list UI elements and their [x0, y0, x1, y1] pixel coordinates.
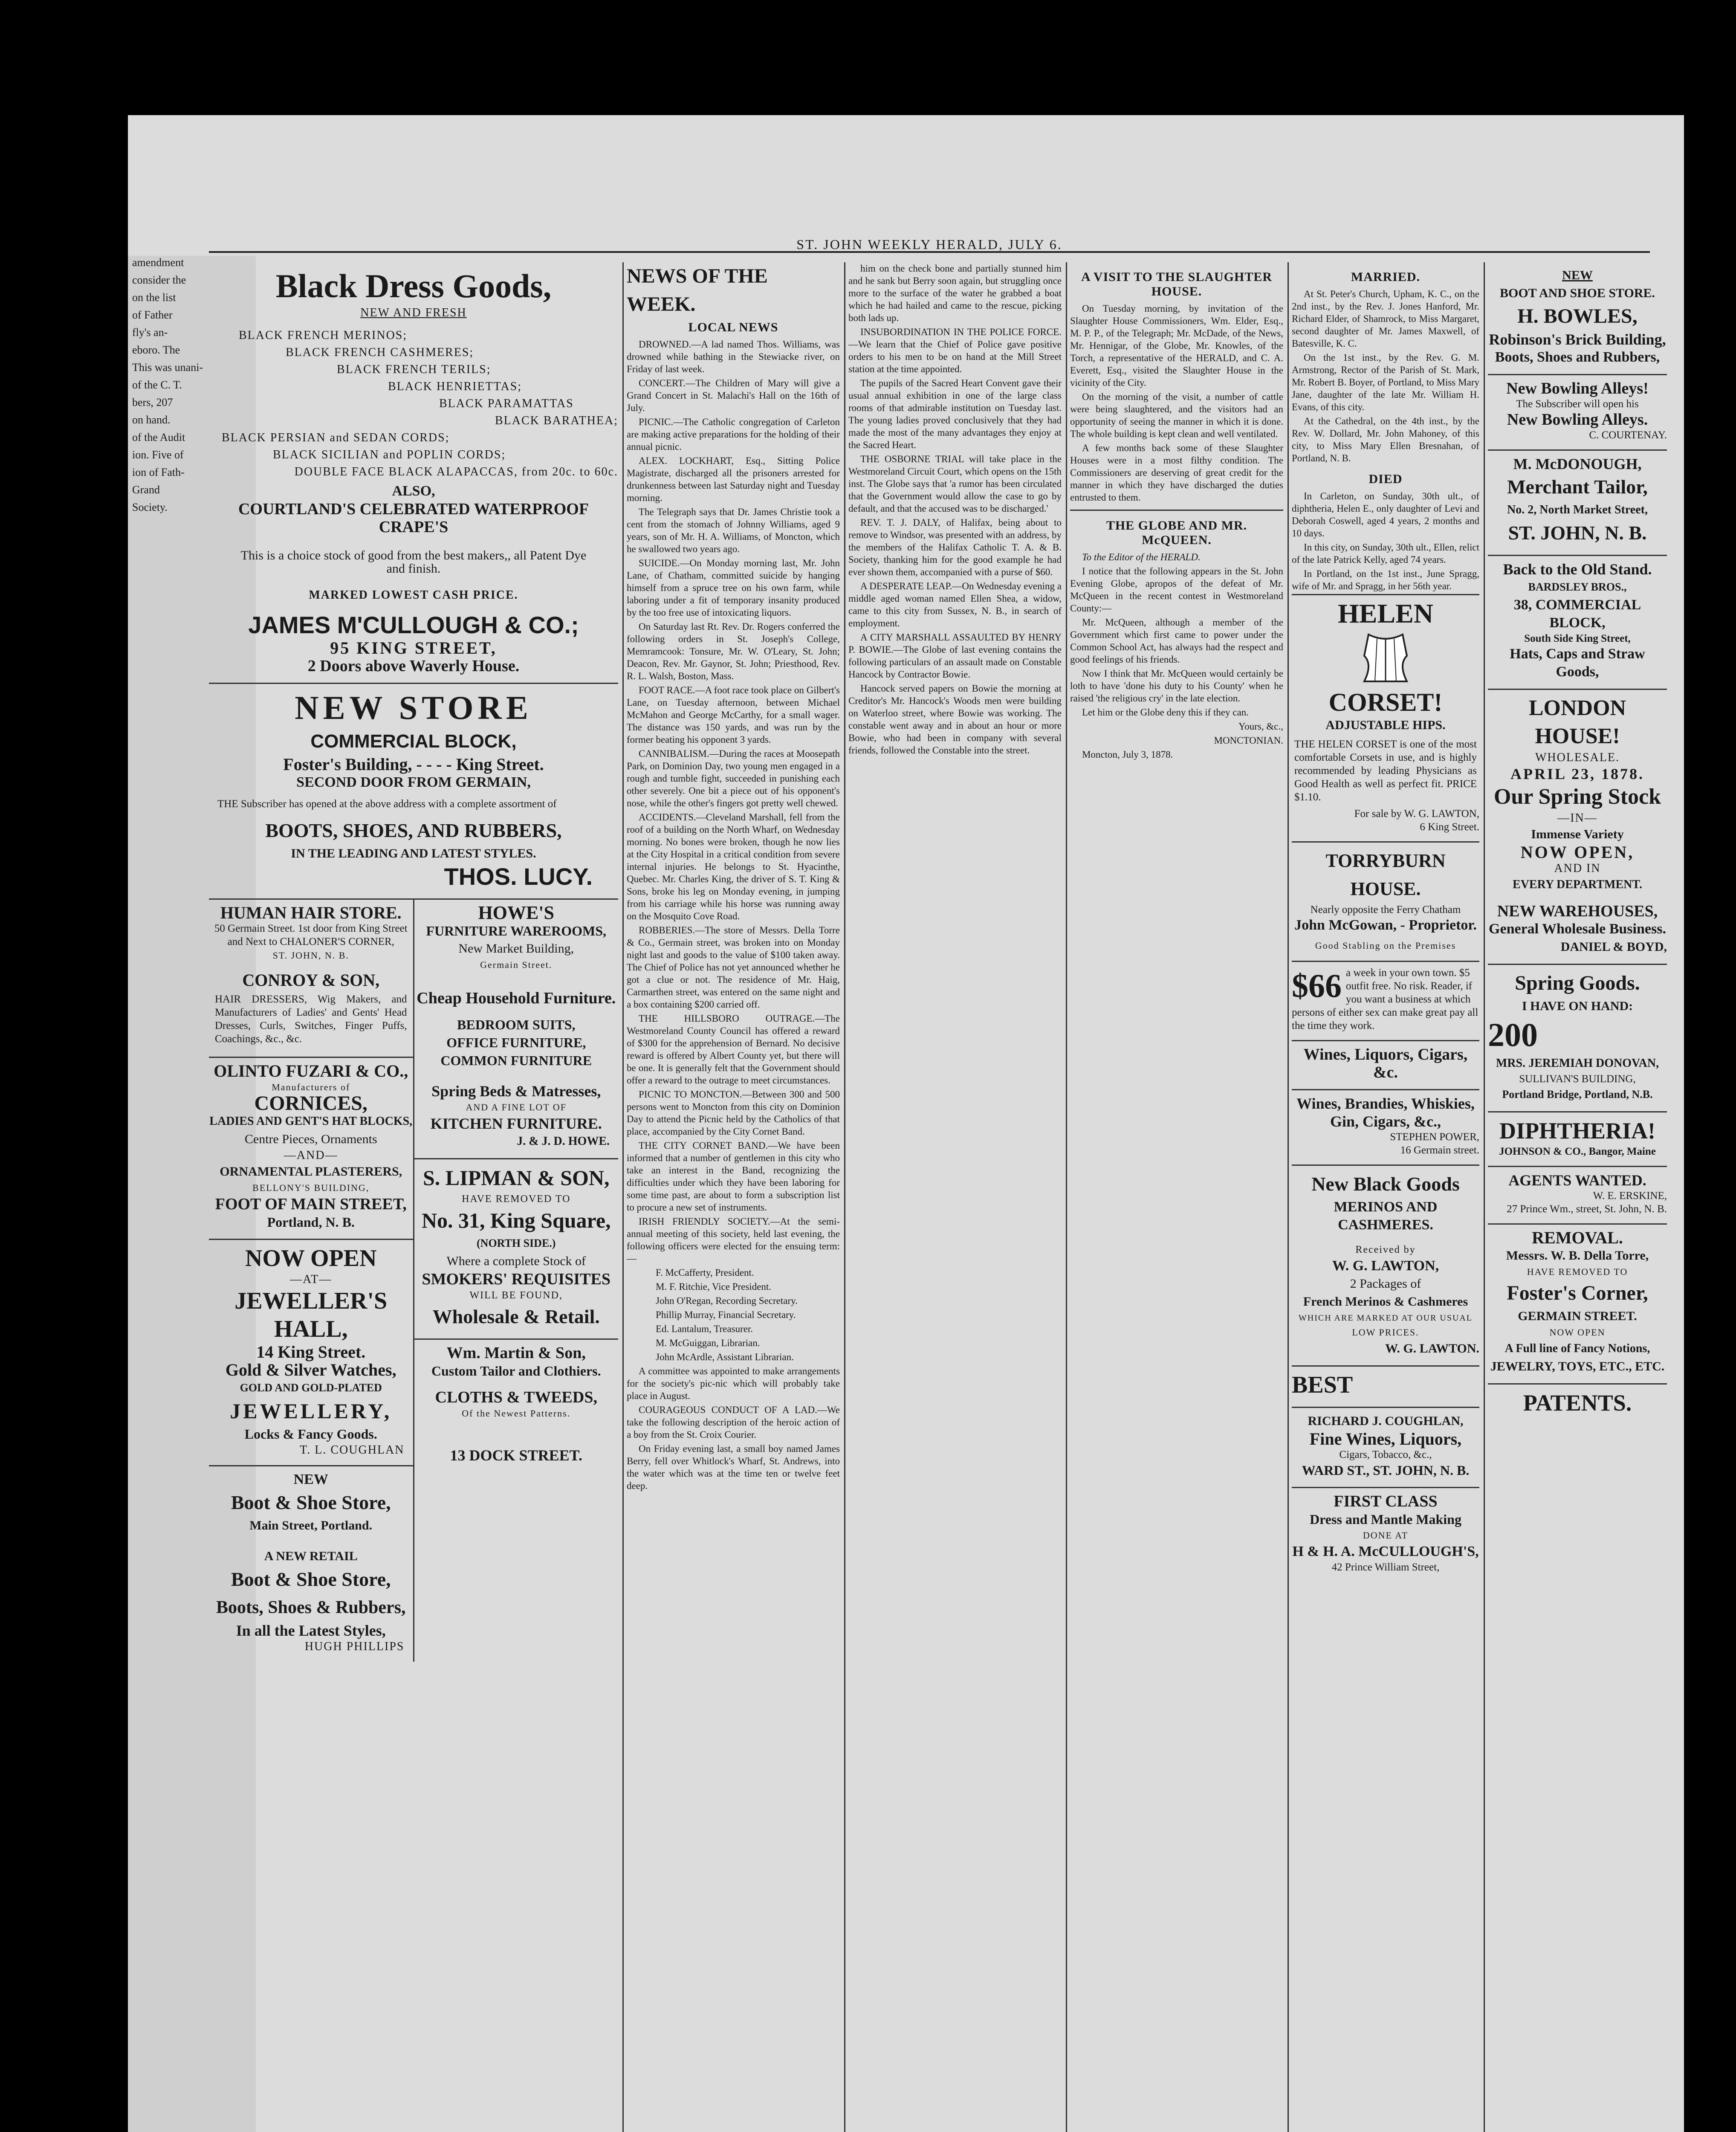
strip-line: fly's an-: [132, 326, 168, 339]
news-paragraphs: [627, 338, 840, 1265]
letter-salutation: To the Editor of the HERALD.: [1082, 552, 1201, 562]
ad-text: HAIR DRESSERS, Wig Makers, and Manufacturers of Ladies' and Gents' Head Dresses, Curls, Switches, Finger Puffs, Coachings, &c., &c.: [215, 994, 407, 1045]
paragraph: DROWNED.—A lad named Thos. Williams, was drowned while bathing in the Stewiacke river, on Friday of last week.: [627, 339, 840, 374]
ad-best: [1292, 1367, 1479, 1408]
ad-line: —AND—: [284, 1149, 338, 1162]
firm-name: Wm. Martin & Son,: [446, 1344, 586, 1362]
paragraph: IRISH FRIENDLY SOCIETY.—At the semi-annual meeting of this society, held last evening, the following officers were elected for the ensuing term:—: [627, 1216, 840, 1264]
article-paragraphs: [1070, 302, 1283, 504]
ad-title: BOOT AND SHOE STORE.: [1499, 286, 1655, 300]
ad-line: Locks & Fancy Goods.: [244, 1426, 377, 1442]
paragraph: On Friday evening last, a small boy named James Berry, fell over Whitlock's Wharf, St. Andrews, into the water which was at the time ten or twelve feet deep.: [627, 1443, 840, 1491]
list-item: BLACK FRENCH TERILS;: [337, 363, 491, 376]
owner-name: MRS. JEREMIAH DONOVAN,: [1496, 1057, 1659, 1070]
ad-line: South Side King Street,: [1524, 633, 1631, 644]
ad-patents: [1488, 1385, 1667, 1425]
ad-line: Centre Pieces, Ornaments: [244, 1132, 377, 1146]
strip-line: ion of Fath-: [132, 466, 185, 478]
ad-line: FOOT OF MAIN STREET,: [215, 1195, 407, 1213]
paragraph: The Telegraph says that Dr. James Christie took a cent from the stomach of Johnny Williams, aged 9 years, son of Mr. H. A. Williams, of Moncton, which he swallowed two years ago.: [627, 507, 840, 554]
owner-name: STEPHEN POWER,: [1390, 1131, 1479, 1143]
paragraph: Phillip Murray, Financial Secretary.: [656, 1309, 796, 1320]
strip-line: bers, 207: [132, 396, 173, 408]
ad-title: BEST: [1292, 1372, 1353, 1398]
ad-line: CORNICES,: [254, 1092, 367, 1115]
firm-name: RICHARD J. COUGHLAN,: [1308, 1414, 1464, 1428]
married-notices: [1292, 288, 1479, 464]
door-line: SECOND DOOR FROM GERMAIN,: [296, 774, 531, 790]
corset-name: HELEN: [1337, 598, 1434, 629]
ad-line: AND IN: [1554, 862, 1601, 875]
owner-name: W. E. ERSKINE,: [1593, 1190, 1667, 1202]
paragraph: Now I think that Mr. McQueen would certainly be loth to have 'done his duty to his County' when he raised 'the religious cry' in the late election.: [1070, 668, 1283, 704]
ad-line: Custom Tailor and Clothiers.: [431, 1363, 601, 1379]
styles-line: IN THE LEADING AND LATEST STYLES.: [291, 846, 536, 860]
goods-list: [209, 329, 618, 479]
ad-line: JOHNSON & CO., Bangor, Maine: [1499, 1146, 1656, 1157]
divider: [1070, 510, 1283, 511]
ad-title: Spring Goods.: [1515, 972, 1640, 994]
col1-lower-left: [209, 900, 414, 1662]
paragraph: In Carleton, on Sunday, 30th ult., of diphtheria, Helen E., only daughter of Levi and Deborah Coswell, aged 4 years, 2 months and 10 days.: [1292, 491, 1479, 539]
firm-name: H. BOWLES,: [1517, 305, 1638, 327]
paragraph: M. McGuiggan, Librarian.: [656, 1338, 760, 1348]
ad-title: FURNITURE WAREROOMS,: [426, 923, 607, 939]
ad-line: WHOLESALE.: [1535, 751, 1620, 764]
ad-title: PATENTS.: [1523, 1390, 1632, 1416]
article-title: A VISIT TO THE SLAUGHTER HOUSE.: [1081, 270, 1273, 298]
address: 95 KING STREET,: [330, 638, 497, 658]
ad-line: KITCHEN FURNITURE.: [430, 1115, 602, 1132]
strip-line: of the C. T.: [132, 379, 182, 391]
officer-list: [627, 1266, 840, 1363]
ad-text: a week in your own town. $5 outfit free. No risk. Reader, if you want a business at which persons of either sex can make great pay all the time they work.: [1292, 967, 1478, 1031]
ad-line: French Merinos & Cashmeres: [1303, 1295, 1468, 1309]
paragraph: On the morning of the visit, a number of cattle were being slaughtered, and the visitors had an opportunity of seeing the manner in which it is done. The whole building is kept clean and well ventilated.: [1070, 391, 1283, 439]
ad-line: 38, COMMERCIAL BLOCK,: [1513, 597, 1641, 631]
ad-howes-furniture: [414, 900, 619, 1159]
ad-line: Immense Variety: [1531, 827, 1624, 841]
ad-line: LADIES AND GENT'S HAT BLOCKS,: [209, 1115, 413, 1128]
ad-line: Our Spring Stock: [1493, 785, 1661, 809]
ad-human-hair-store: [209, 900, 413, 1058]
owner-name: J. & J. D. HOWE.: [517, 1135, 610, 1148]
ad-line: AND A FINE LOT OF: [466, 1102, 567, 1112]
section-heading: NEWS OF THE WEEK.: [627, 265, 768, 316]
ad-line: A NEW RETAIL: [264, 1549, 358, 1563]
paragraph: COURAGEOUS CONDUCT OF A LAD.—We take the following description of the heroic action of a boy from the St. Croix Courier.: [627, 1405, 840, 1440]
also-label: ALSO,: [392, 483, 435, 499]
ad-title: AGENTS WANTED.: [1508, 1172, 1646, 1189]
column-rule: [1066, 262, 1067, 2132]
died-heading: DIED: [1369, 472, 1403, 486]
ad-line: 14 King Street.: [256, 1342, 366, 1361]
paragraph: A committee was appointed to make arrangements for the society's pic-nic which will probably take place in August.: [627, 1366, 840, 1401]
paragraph: At St. Peter's Church, Upham, K. C., on the 2nd inst., by the Rev. J. Jones Hanford, Mr. Richard Elder, of Shamrock, to Miss Margaret, second daughter of Mr. James Maxwell, of Batesville, K. C.: [1292, 289, 1479, 349]
ad-line: Boots, Shoes & Rubbers,: [216, 1598, 406, 1617]
ad-line: Main Street, Portland.: [249, 1518, 373, 1532]
ad-line: New Bowling Alleys.: [1507, 411, 1648, 429]
strip-line: on hand.: [132, 414, 171, 426]
ad-line: Gold & Silver Watches,: [225, 1360, 396, 1379]
ad-removal: [1488, 1225, 1667, 1385]
paragraph: A DESPERATE LEAP.—On Wednesday evening a middle aged woman named Ellen Shea, a widow, came to this city from Sussex, N. B., in search of employment.: [848, 581, 1062, 629]
ad-line: The Subscriber will open his: [1516, 398, 1639, 410]
ad-line: New Market Building,: [458, 941, 574, 956]
ad-line: JEWELLER'S HALL,: [234, 1288, 388, 1342]
ad-subtitle: NEW AND FRESH: [360, 306, 467, 319]
ad-line: Foster's Corner,: [1507, 1282, 1648, 1304]
paragraph: John O'Regan, Recording Secretary.: [656, 1295, 798, 1306]
masthead: ST. JOHN WEEKLY HERALD, JULY 6.: [209, 237, 1650, 253]
ad-line: CLOTHS & TWEEDS,: [435, 1388, 597, 1406]
block-name: COMMERCIAL BLOCK,: [310, 731, 517, 752]
ad-address: 50 Germain Street. 1st door from King Street and Next to CHALONER'S CORNER,: [214, 923, 408, 947]
firm-name: H & H. A. McCULLOUGH'S,: [1292, 1544, 1479, 1559]
paragraph: INSUBORDINATION IN THE POLICE FORCE.—We learn that the Chief of Police gave positive orders to his men to be on hand at the Mill Street station at the time appointed.: [848, 327, 1062, 374]
column-3: [627, 262, 840, 2132]
strip-line: on the list: [132, 291, 176, 304]
ad-wm-martin: [414, 1340, 619, 1472]
ad-line: Portland Bridge, Portland, N.B.: [1502, 1088, 1653, 1101]
corset-address: 6 King Street.: [1420, 821, 1479, 833]
ad-city: ST. JOHN, N. B.: [272, 950, 349, 961]
ad-line: HAVE REMOVED TO: [1527, 1266, 1628, 1277]
ad-bowling-alleys: [1488, 375, 1667, 451]
paragraph: FOOT RACE.—A foot race took place on Gilbert's Lane, on Tuesday afternoon, between Michael McMahon and George McCarthy, for a small wager. The distance was 150 yards, and was run by the former beating his opponent 3 yards.: [627, 685, 840, 745]
ad-line: General Wholesale Business.: [1489, 921, 1666, 937]
location-line: 2 Doors above Waverly House.: [307, 657, 520, 675]
ad-line: Gin, Cigars, &c.,: [1330, 1113, 1441, 1130]
letter-title: THE GLOBE AND MR. McQUEEN.: [1106, 519, 1247, 547]
paragraph: On Tuesday morning, by invitation of the Slaughter House Commissioners, Wm. Elder, Esq., M. P. P., of the Telegraph; Mr. McDade, of the News, Mr. Hennigar, of the Globe, Mr. Knowles, of the Torch, a representative of the HERALD, and C. A. Everett, Esq., visited the Slaughter House in the vicinity of the City.: [1070, 303, 1283, 388]
ad-line: JEWELRY, TOYS, ETC., ETC.: [1490, 1359, 1665, 1373]
ad-line: Boots, Shoes and Rubbers,: [1495, 349, 1660, 365]
column-rule: [622, 262, 624, 2132]
ad-dress-making: [1292, 1488, 1479, 1582]
owner-name: C. COURTENAY.: [1589, 429, 1667, 441]
strip-line: amendment: [132, 256, 184, 269]
paragraph: John McArdle, Assistant Librarian.: [656, 1352, 794, 1362]
column-1: [209, 262, 618, 2132]
letter-dateline: Moncton, July 3, 1878.: [1082, 749, 1173, 760]
price-amount: $66: [1292, 967, 1342, 1004]
ad-title: REMOVAL.: [1532, 1228, 1623, 1247]
ad-line: ST. JOHN, N. B.: [1508, 522, 1647, 544]
ad-line: Manufacturers of: [272, 1082, 350, 1092]
ad-title: Wines, Liquors, Cigars, &c.: [1303, 1046, 1468, 1081]
ad-line: Hats, Caps and Straw Goods,: [1510, 646, 1645, 680]
ad-line: HAVE REMOVED TO: [462, 1193, 571, 1205]
ad-line: NEW: [293, 1472, 328, 1487]
ad-line: (NORTH SIDE.): [477, 1237, 556, 1249]
column-rule: [1484, 262, 1485, 2132]
firm-name: OLINTO FUZARI & CO.,: [214, 1061, 408, 1080]
ad-line: I HAVE ON HAND:: [1522, 999, 1633, 1013]
ad-wines-liquors: [1292, 1041, 1479, 1090]
ad-coughlan-wines: [1292, 1408, 1479, 1488]
ad-title: LONDON HOUSE!: [1528, 696, 1626, 748]
ad-title: TORRYBURN HOUSE.: [1325, 850, 1446, 899]
ad-66-a-week: [1292, 962, 1479, 1041]
ad-line: HOWE'S: [478, 902, 554, 923]
ad-bardsley-bros: [1488, 556, 1667, 690]
strip-line: Grand: [132, 484, 160, 496]
ad-line: Merchant Tailor,: [1507, 476, 1648, 498]
owner-name: THOS. LUCY.: [444, 863, 593, 890]
ad-line: In all the Latest Styles,: [236, 1622, 386, 1639]
column-5: [1070, 262, 1283, 2132]
firm-name: JAMES M'CULLOUGH & CO.;: [248, 611, 579, 638]
owner-name: T. L. COUGHLAN: [300, 1443, 405, 1457]
ad-olinto-fuzari: [209, 1058, 413, 1240]
ad-line: NEW WAREHOUSES,: [1497, 902, 1658, 920]
paragraph: On the 1st inst., by the Rev. G. M. Armstrong, Rector of the Parish of St. Mark, Mr. Robert B. Boyer, of Portland, to Miss Mary Jane, daughter of the late Mr. William H. Evans, of this city.: [1292, 352, 1479, 412]
ad-spring-goods: [1488, 965, 1667, 1112]
ad-new-black-goods: [1292, 1166, 1479, 1367]
list-item: BLACK HENRIETTAS;: [388, 380, 522, 393]
paragraph: ALEX. LOCKHART, Esq., Sitting Police Magistrate, discharged all the prisoners arrested for drunkenness between last Saturday night and Tuesday morning.: [627, 455, 840, 503]
ad-line: COMMON FURNITURE: [440, 1053, 592, 1068]
paragraph: In this city, on Sunday, 30th ult., Ellen, relict of the late Patrick Kelly, aged 74 years.: [1292, 542, 1479, 565]
paragraph: THE HILLSBORO OUTRAGE.—The Westmoreland County Council has offered a reward of $300 for the apprehension of Bernard. No decisive reward is offered by Albert County yet, but there will be one. It is generally felt that the Government should offer a reward to the outrage to meet circumstances.: [627, 1013, 840, 1086]
ad-wines-brandies: [1292, 1090, 1479, 1166]
list-item: DOUBLE FACE BLACK ALAPACCAS, from 20c. to 60c.: [294, 465, 618, 478]
ad-line: ORNAMENTAL PLASTERERS,: [220, 1164, 402, 1179]
ad-boot-shoe-store: [209, 1466, 413, 1662]
paragraph: CONCERT.—The Children of Mary will give a Grand Concert in St. Malachi's Hall on the 16th of July.: [627, 378, 840, 413]
news-paragraphs: [848, 262, 1062, 756]
price-line: MARKED LOWEST CASH PRICE.: [309, 588, 518, 602]
ad-title: Black Dress Goods,: [275, 267, 552, 304]
list-item: BLACK PERSIAN and SEDAN CORDS;: [222, 431, 450, 444]
ad-helen-corset: [1292, 594, 1479, 843]
firm-name: Messrs. W. B. Della Torre,: [1506, 1248, 1649, 1263]
corset-name-2: CORSET!: [1328, 688, 1443, 716]
ad-line: Where a complete Stock of: [446, 1254, 586, 1268]
ad-bowles-boot-shoe: [1488, 262, 1667, 375]
ad-line: Dress and Mantle Making: [1310, 1512, 1461, 1527]
ad-line: Germain Street.: [480, 959, 553, 970]
paragraph: THE CITY CORNET BAND.—We have been informed that a number of gentlemen in this city who take an interest in the Band, recognizing the difficulties under which they have been laboring for some time past, are about to form a subscription list to procure a new set of instruments.: [627, 1140, 840, 1213]
ad-title: NOW OPEN: [245, 1245, 377, 1272]
letter-signer: MONCTONIAN.: [1214, 735, 1283, 746]
ad-line: John McGowan, - Proprietor.: [1294, 917, 1477, 933]
ad-description: This is a choice stock of good from the best makers,, all Patent Dye and finish.: [240, 548, 587, 576]
letter-paragraphs: [1070, 565, 1283, 718]
ad-line: Fine Wines, Liquors,: [1309, 1429, 1462, 1448]
ad-new-store: [209, 684, 618, 900]
ad-line: —AT—: [290, 1273, 332, 1286]
ad-line: NOW OPEN: [1549, 1327, 1606, 1338]
ad-line: LOW PRICES.: [1352, 1327, 1419, 1338]
ad-line: DONE AT: [1363, 1530, 1409, 1541]
strip-line: Society.: [132, 501, 168, 513]
ad-line: Wholesale & Retail.: [432, 1306, 600, 1327]
ad-title: New Black Goods: [1311, 1173, 1460, 1195]
ad-black-dress-goods: [209, 262, 618, 684]
ad-lipman: [414, 1159, 619, 1340]
goods-line: BOOTS, SHOES, AND RUBBERS,: [265, 820, 562, 841]
ad-line: No. 31, King Square,: [421, 1208, 611, 1232]
married-heading: MARRIED.: [1351, 270, 1421, 284]
paragraph: In Portland, on the 1st inst., June Spragg, wife of Mr. and Spragg, in her 56th year.: [1292, 568, 1479, 591]
paragraph: Hancock served papers on Bowie the morning at Creditor's Mr. Hancock's Woods men were building on Waterloo street, where Bowie was working. The constable went away and in about an hour or more Bowie, who had been in company with several friends, followed the Constable into the street.: [848, 683, 1062, 756]
ad-line: Spring Beds & Matresses,: [431, 1083, 601, 1100]
strip-line: ion. Five of: [132, 449, 184, 461]
strip-line: consider the: [132, 274, 186, 286]
ad-intro: THE Subscriber has opened at the above address with a complete assortment of: [217, 798, 557, 810]
column-7: [1488, 262, 1667, 2132]
owner-address: 27 Prince Wm., street, St. John, N. B.: [1507, 1203, 1667, 1215]
column-2: [414, 900, 619, 1662]
ad-line: SMOKERS' REQUISITES: [422, 1270, 610, 1288]
paragraph: ACCIDENTS.—Cleveland Marshall, fell from the roof of a building on the North Wharf, on Wednesday morning. No bones were broken, though he now lies at the City Hospital in a critical condition from severe internal injuries. He belongs to St. Hyacinthe, Quebec. Mr. Charles King, the driver of S. T. King & Sons, broke his leg on Monday evening, in jumping from his carriage while his horse was running away on the Mosquito Cove Road.: [627, 812, 840, 921]
ad-line: EVERY DEPARTMENT.: [1513, 878, 1642, 891]
section-subheading: LOCAL NEWS: [688, 320, 778, 334]
paragraph: A CITY MARSHALL ASSAULTED BY HENRY P. BOWIE.—The Globe of last evening contains the following particulars of an assault made on Constable Hancock by Contractor Bowie.: [848, 632, 1062, 680]
col1-lower: [209, 900, 618, 1662]
corset-description: THE HELEN CORSET is one of the most comfortable Corsets in use, and is highly recommended by leading Physicians as Good Health as well as perfect fit. PRICE $1.10.: [1294, 739, 1477, 803]
ad-line: WARD ST., ST. JOHN, N. B.: [1302, 1463, 1470, 1478]
paragraph: At the Cathedral, on the 4th inst., by the Rev. W. Dollard, Mr. John Mahoney, of this city, to Miss Mary Ellen Bresnahan, of Portland, N. B.: [1292, 416, 1479, 463]
ad-line: Portland, N. B.: [267, 1214, 355, 1230]
ad-line: Good Stabling on the Premises: [1315, 940, 1456, 951]
ad-line: 42 Prince William Street,: [1331, 1561, 1440, 1573]
ad-line: Cigars, Tobacco, &c.,: [1339, 1449, 1432, 1460]
ad-date: APRIL 23, 1878.: [1510, 765, 1645, 782]
newspaper-page: [128, 115, 1684, 2132]
building-line: Foster's Building, - - - - King Street.: [283, 755, 544, 774]
ad-line: BEDROOM SUITS,: [457, 1017, 576, 1032]
ad-line: Boot & Shoe Store,: [231, 1568, 391, 1590]
letter-closing: Yours, &c.,: [1238, 721, 1283, 732]
paragraph: Ed. Lantalum, Treasurer.: [656, 1324, 753, 1334]
list-item: BLACK FRENCH MERINOS;: [239, 329, 408, 342]
ad-line: No. 2, North Market Street,: [1507, 503, 1648, 516]
firm-name: M. McDONOUGH,: [1513, 455, 1642, 472]
corset-tagline: ADJUSTABLE HIPS.: [1325, 718, 1446, 732]
ad-jewellers-hall: [209, 1240, 413, 1466]
death-notices: [1292, 490, 1479, 592]
ad-title: Wines, Brandies, Whiskies,: [1296, 1095, 1475, 1112]
ad-line: A Full line of Fancy Notions,: [1505, 1342, 1650, 1355]
ad-line: WHICH ARE MARKED AT OUR USUAL: [1298, 1313, 1473, 1323]
list-item: BLACK PARAMATTAS: [439, 397, 574, 410]
column-6: [1292, 262, 1479, 2132]
ad-line: 13 DOCK STREET.: [450, 1447, 582, 1464]
ad-line: Robinson's Brick Building,: [1489, 331, 1666, 348]
ad-mcdonough-tailor: [1488, 451, 1667, 556]
paragraph: SUICIDE.—On Monday morning last, Mr. John Lane, of Chatham, committed suicide by hanging himself from a spruce tree on his own farm, while laboring under a fit of temporary insanity produced by the too free use of intoxicating liquors.: [627, 558, 840, 618]
owner-name: HUGH PHILLIPS: [304, 1640, 405, 1653]
ad-diphtheria: [1488, 1112, 1667, 1167]
ad-line: Cheap Household Furniture.: [417, 989, 616, 1007]
paragraph: Mr. McQueen, although a member of the Government which first came to power under the Common School Act, has always had the respect and good feelings of his friends.: [1070, 617, 1283, 665]
strip-line: This was unani-: [132, 361, 203, 374]
list-item: BLACK SICILIAN and POPLIN CORDS;: [273, 448, 506, 461]
ad-line: NOW OPEN,: [1520, 843, 1635, 862]
ad-line: OFFICE FURNITURE,: [446, 1035, 586, 1050]
ad-line: GOLD AND GOLD-PLATED: [240, 1382, 382, 1394]
ad-title: HUMAN HAIR STORE.: [220, 903, 402, 922]
ad-line: JEWELLERY,: [230, 1399, 392, 1423]
column-rule: [1288, 262, 1289, 2132]
paragraph: CANNIBALISM.—During the races at Moosepath Park, on Dominion Day, two young men engaged in a rough and tumble fight, succeeded in punishing each other severely. One bit a piece out of his opponent's nose, while the other's fingers got pretty well chewed.: [627, 748, 840, 808]
ad-title: FIRST CLASS: [1334, 1492, 1438, 1510]
ad-torryburn-house: [1292, 843, 1479, 962]
ad-line: —IN—: [1557, 811, 1597, 825]
corset-icon: [1343, 630, 1428, 686]
owner-name: W. G. LAWTON.: [1385, 1341, 1479, 1356]
courtland-line: COURTLAND'S CELEBRATED WATERPROOF CRAPE'S: [238, 500, 589, 536]
paragraph: A few months back some of these Slaughter Houses were in a most filthy condition. The Commissioners are deserving of great credit for the manner in which they have discharged the duties entrusted to them.: [1070, 443, 1283, 503]
paragraph: I notice that the following appears in the St. John Evening Globe, apropos of the defeat of Mr. McQueen in the recent contest in Westmoreland County:—: [1070, 566, 1283, 614]
ad-title: Back to the Old Stand.: [1503, 561, 1652, 578]
list-item: BLACK BARATHEA;: [495, 414, 618, 427]
paragraph: REV. T. J. DALY, of Halifax, being about to remove to Windsor, was presented with an address, by the members of the Halifax Catholic T. A. & B. Society, thanking him for the good example he had ever shown them, accompanied with a purse of $60.: [848, 517, 1062, 577]
firm-name: W. G. LAWTON,: [1332, 1258, 1439, 1274]
strip-line: eboro. The: [132, 344, 180, 356]
paragraph: THE OSBORNE TRIAL will take place in the Westmoreland Circuit Court, which opens on the 15th inst. The Globe says that 'a rumor has been circulated that the Government would allow the case to go by default, and that the accused was to be discharged.': [848, 454, 1062, 514]
ad-line: WILL BE FOUND,: [469, 1290, 563, 1301]
ad-line: SULLIVAN'S BUILDING,: [1519, 1073, 1636, 1085]
paragraph: him on the check bone and partially stunned him and he sank but Berry soon again, but struggling once more to the surface of the water he grabbed a boat which he had hailed and came to the rescue, picking both lads up.: [848, 263, 1062, 323]
firm-name: BARDSLEY BROS.,: [1528, 581, 1627, 593]
ad-title: Boot & Shoe Store,: [231, 1492, 391, 1513]
paragraph: The pupils of the Sacred Heart Convent gave their usual annual exhibition in one of the large class rooms of that admirable institution on Tuesday last. The young ladies proved conclusively that they had made the most of the many advantages they enjoy at the Sacred Heart.: [848, 378, 1062, 450]
ad-line: NEW: [1562, 268, 1593, 282]
paragraph: PICNIC TO MONCTON.—Between 300 and 500 persons went to Moncton from this city on Dominion Day to attend the Picnic held by the Catholics of that place, accompanied by the City Cornet Band.: [627, 1089, 840, 1137]
firm-name: CONROY & SON,: [242, 970, 380, 990]
firm-name: DANIEL & BOYD,: [1560, 940, 1667, 954]
column-rule: [844, 262, 845, 2132]
ad-title: New Bowling Alleys!: [1506, 379, 1649, 397]
strip-line: of Father: [132, 309, 173, 321]
ad-line: Of the Newest Patterns.: [462, 1408, 571, 1419]
ad-line: Nearly opposite the Ferry Chatham: [1310, 904, 1461, 915]
ad-line: Received by: [1355, 1244, 1416, 1255]
ad-line: 2 Packages of: [1350, 1277, 1421, 1291]
corset-seller: For sale by W. G. LAWTON,: [1354, 808, 1479, 820]
paragraph: Let him or the Globe deny this if they can.: [1082, 707, 1249, 718]
ad-line: BELLONY'S BUILDING,: [252, 1182, 370, 1193]
ad-line: MERINOS AND CASHMERES.: [1334, 1199, 1438, 1233]
column-4: [848, 262, 1062, 2132]
paragraph: On Saturday last Rt. Rev. Dr. Rogers conferred the following orders in St. Joseph's College, Memramcook: Tonsure, Mr. W. O'Leary, St. John; Deacon, Rev. Mr. Gaynor, St. John; Priesthood, Rev. R. L. Walsh, Boston, Mass.: [627, 621, 840, 681]
paragraph: F. McCafferty, President.: [656, 1267, 754, 1278]
list-item: BLACK FRENCH CASHMERES;: [286, 346, 474, 359]
ad-title: NEW STORE: [295, 689, 532, 726]
ad-london-house: [1488, 690, 1667, 965]
strip-line: of the Audit: [132, 431, 185, 443]
ad-title: DIPHTHERIA!: [1499, 1118, 1656, 1144]
owner-address: 16 Germain street.: [1400, 1144, 1479, 1156]
paragraph: M. F. Ritchie, Vice President.: [656, 1281, 772, 1292]
paragraph: PICNIC.—The Catholic congregation of Carleton are making active preparations for the holding of their annual picnic.: [627, 417, 840, 452]
ad-line: GERMAIN STREET.: [1518, 1309, 1637, 1323]
ad-agents-wanted: [1488, 1167, 1667, 1225]
ad-number: 200: [1488, 1016, 1538, 1053]
firm-name: S. LIPMAN & SON,: [422, 1166, 610, 1190]
news-paragraphs-2: [627, 1365, 840, 1492]
paragraph: ROBBERIES.—The store of Messrs. Della Torre & Co., Germain street, was broken into on Monday night last and goods to the value of $100 taken away. The Chief of Police has not yet announced whether he got a clue or not. The residence of Mr. Haig, Carmarthen street, was entered on the same night and a box containing $200 carried off.: [627, 925, 840, 1010]
